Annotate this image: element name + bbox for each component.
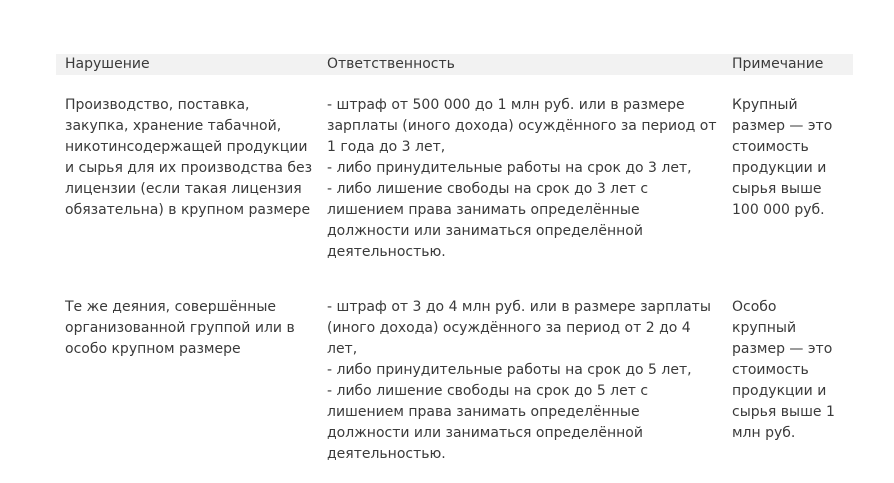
- table-row: [56, 95, 853, 263]
- table-row: [56, 297, 853, 465]
- header-note: Примечание: [732, 56, 824, 72]
- cell-liability: - штраф от 3 до 4 млн руб. или в размере зарплаты (иного дохода) осуждённого за период от 2 до 4 лет, - либо принудительные работы на срок до 5 лет, - либо лишение свободы на срок до 5 лет с лишением права занимать определённые должности или заниматься определённой деятельностью.: [327, 299, 711, 462]
- liability-table: [56, 54, 853, 465]
- cell-violation: Производство, поставка, закупка, хранение табачной, никотинсодержащей продукции и сырья для их производства без лицензии (если такая лицензия обязательна) в крупном размере: [65, 97, 313, 218]
- table-header-row: [56, 54, 853, 75]
- cell-note: Крупный размер — это стоимость продукции и сырья выше 100 000 руб.: [732, 97, 833, 218]
- cell-liability: - штраф от 500 000 до 1 млн руб. или в размере зарплаты (иного дохода) осуждённого за период от 1 года до 3 лет, - либо принудительные работы на срок до 3 лет, - либо лишение свободы на срок до 3 лет с лишением права занимать определённые должности или заниматься определённой деятельностью.: [327, 97, 717, 260]
- header-liability: Ответственность: [327, 56, 455, 72]
- cell-violation: Те же деяния, совершённые организованной группой или в особо крупном размере: [65, 299, 295, 357]
- header-violation: Нарушение: [65, 56, 150, 72]
- cell-note: Особо крупный размер — это стоимость продукции и сырья выше 1 млн руб.: [732, 299, 835, 441]
